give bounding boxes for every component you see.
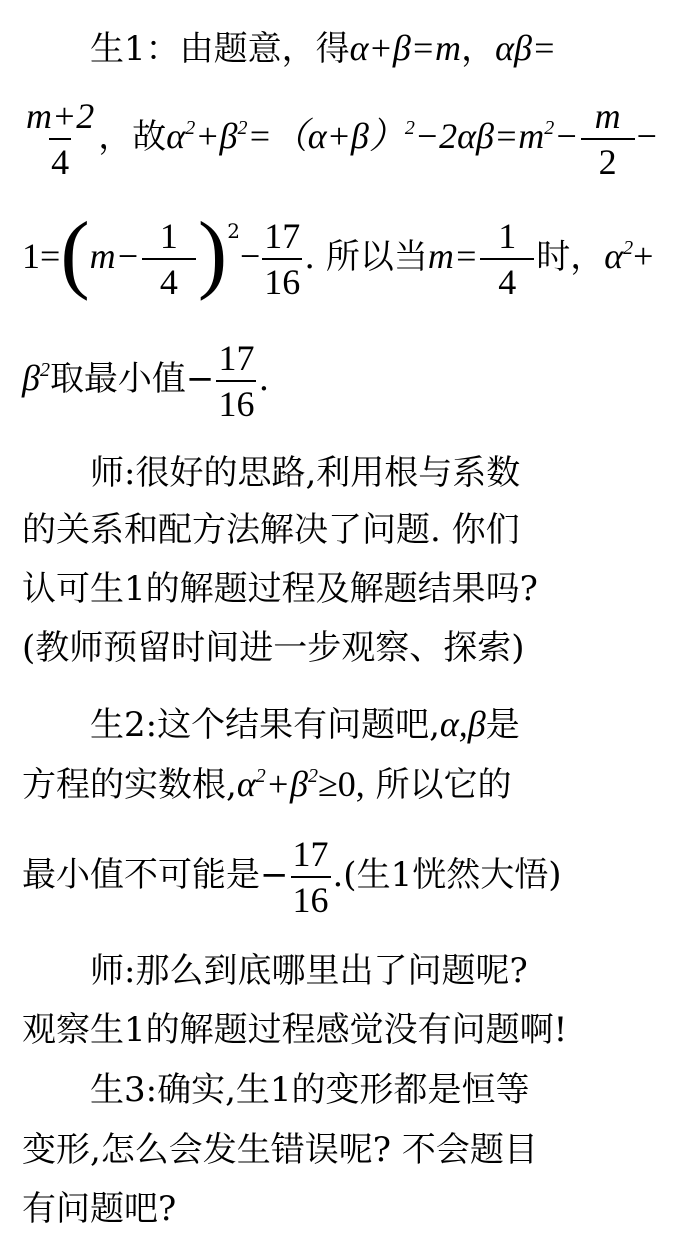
beta-squared: $\beta^2$ bbox=[22, 358, 50, 398]
alpha-squared: $\alpha^2+$ bbox=[604, 236, 654, 276]
fraction-1-over-4: $\frac{1}{4}$ bbox=[142, 218, 196, 300]
p1-line2 bbox=[22, 98, 673, 180]
fraction-m-over-2: $\frac{m}{2}$ bbox=[581, 98, 635, 180]
intro-text: 由题意，得 bbox=[179, 29, 350, 69]
right-paren: ) bbox=[197, 205, 228, 302]
minus: − bbox=[239, 236, 261, 276]
fraction-17-over-16: $\frac{17}{16}$ bbox=[264, 216, 301, 302]
sum-squares-expr: $\alpha^2+\beta^2=(\alpha+\beta)^2-2\alpha\beta=m^2-$ bbox=[166, 116, 579, 156]
p5-line2: 变形,怎么会发生错误呢? 不会题目 bbox=[22, 1130, 538, 1170]
fraction-17-over-16-b: $\frac{17}{16}$ bbox=[218, 338, 255, 424]
p2-line1: 师:很好的思路,利用根与系数 bbox=[90, 453, 521, 493]
p5-line3: 有问题吧? bbox=[22, 1189, 177, 1229]
p5-line1: 生3:确实,生1的变形都是恒等 bbox=[90, 1070, 530, 1110]
m-equals: m= bbox=[427, 236, 479, 276]
trailing-minus: − bbox=[636, 116, 657, 156]
p1-line1 bbox=[22, 28, 673, 69]
p3-line2: 方程的实数根$,\alpha^2+\beta^2\ge 0$, 所以它的 bbox=[22, 764, 512, 805]
text-suoyi: . 所以当 bbox=[304, 237, 428, 277]
text-gu: ，故 bbox=[98, 117, 167, 157]
fraction-17-over-16-c: $\frac{17}{16}$ bbox=[292, 834, 329, 920]
p2-line3: 认可生1的解题过程及解题结果吗? bbox=[22, 569, 538, 609]
p4-line1: 师:那么到底哪里出了问题呢? bbox=[90, 951, 528, 991]
p1-line4 bbox=[22, 340, 673, 422]
p2-line4: (教师预留时间进一步观察、探索) bbox=[22, 628, 525, 668]
period: . bbox=[258, 359, 270, 399]
nonneg-expr: $\alpha^2+\beta^2$ bbox=[236, 764, 318, 804]
text-shi: 时， bbox=[536, 237, 605, 277]
m-minus: m− bbox=[89, 236, 140, 276]
p2-line2: 的关系和配方法解决了问题. 你们 bbox=[22, 510, 520, 550]
vieta-sum: α+β=m bbox=[349, 28, 462, 68]
speaker-student1: 生1： bbox=[90, 29, 180, 69]
left-paren: ( bbox=[60, 205, 90, 302]
fraction-1-over-4-b: $\frac{1}{4}$ bbox=[480, 218, 534, 300]
vieta-product: αβ= bbox=[495, 28, 557, 68]
square-exponent: 2 bbox=[227, 219, 240, 243]
one-equals: 1= bbox=[22, 236, 61, 276]
text-min-value: 取最小值− bbox=[49, 359, 215, 399]
p3-line1: 生2:这个结果有问题吧,α,β是 bbox=[90, 704, 520, 745]
p1-line3 bbox=[22, 205, 673, 302]
fraction-m-plus-2-over-4: $\frac{m+2}{4}$ bbox=[26, 96, 95, 182]
sep: ， bbox=[461, 29, 496, 69]
p3-line3: 最小值不可能是− $\frac{17}{16}$ .(生1恍然大悟) bbox=[22, 834, 562, 920]
p4-line2: 观察生1的解题过程感觉没有问题啊! bbox=[22, 1010, 568, 1050]
